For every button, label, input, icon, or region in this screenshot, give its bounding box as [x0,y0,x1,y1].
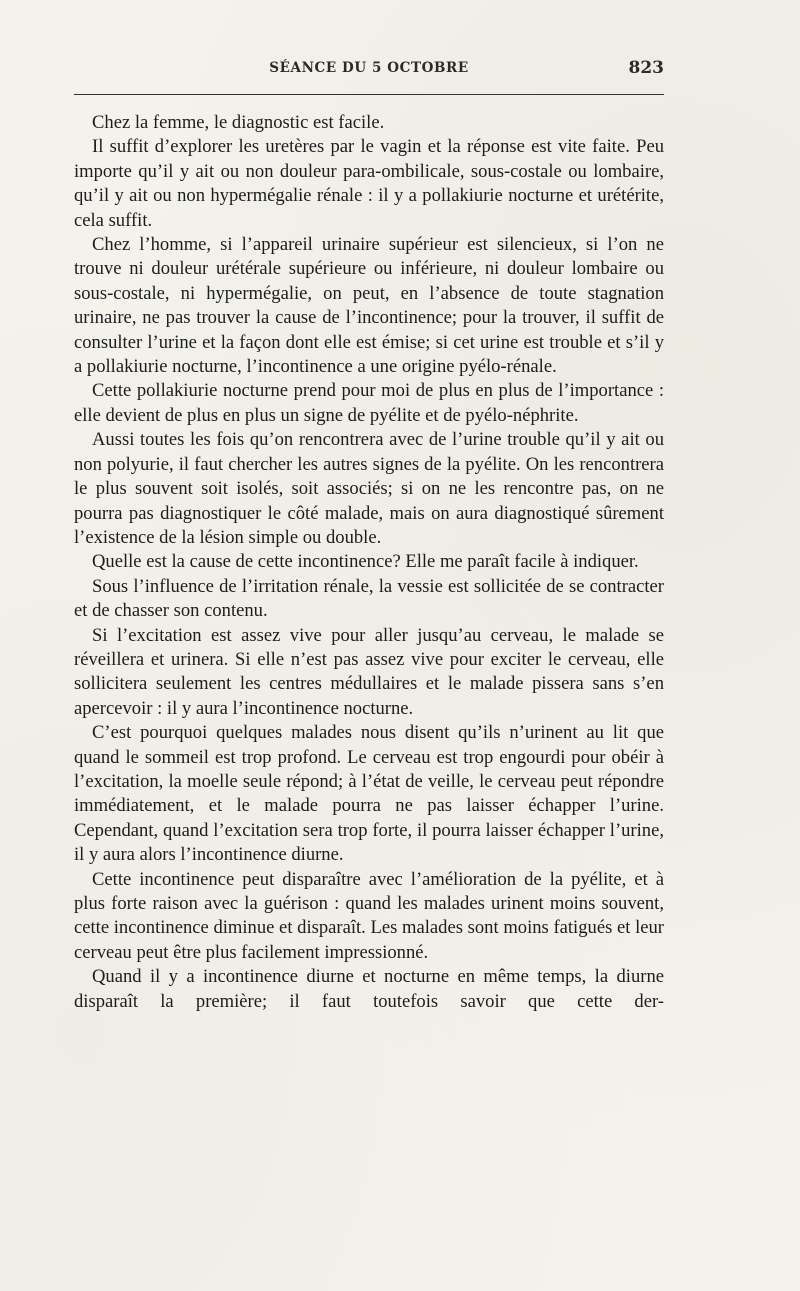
header-rule [74,94,664,95]
paragraph-8: Si l’excitation est assez vive pour aller jusqu’au cerveau, le malade se réveillera et urinera. Si elle n’est pas assez vive pour exciter le cerveau, elle sollicitera seulement les centres médullaires et le malade pissera sans s’en apercevoir : il y aura l’incontinence nocturne. [74,624,664,719]
paragraph-5: Aussi toutes les fois qu’on rencontrera avec de l’urine trouble qu’il y ait ou non polyurie, il faut chercher les autres signes de la pyélite. On les rencontrera le plus souvent soit isolés, soit associés; si on ne les rencontre pas, on ne pourra pas diagnostiquer le côté malade, mais on aura diagnostiqué sûrement l’existence de la lésion simple ou double. [74,429,664,548]
body-text [74,111,664,1014]
paragraph-10: Cette incontinence peut disparaître avec l’amélioration de la pyélite, et à plus forte raison avec la guérison : quand les malades urinent moins souvent, cette incontinence diminue et disparaît. Les malades sont moins fatigués et leur cerveau peut être plus facilement impressionné. [74,868,664,963]
paragraph-9: C’est pourquoi quelques malades nous disent qu’ils n’urinent au lit que quand le sommeil est trop profond. Le cerveau est trop engourdi pour obéir à l’excitation, la moelle seule répond; à l’état de veille, le cerveau peut répondre immédiatement, et le malade pourra ne pas laisser échapper l’urine. Cependant, quand l’excitation sera trop forte, il pourra laisser échapper l’urine, il y aura alors l’incontinence diurne. [74,722,664,866]
paragraph-2: Il suffit d’explorer les uretères par le vagin et la réponse est vite faite. Peu importe qu’il y ait ou non douleur para-ombilicale, sous-costale ou lombaire, qu’il y ait ou non hypermégalie rénale : il y a pollakiurie nocturne et urétérite, cela suffit. [74,136,664,231]
running-title: SÉANCE DU 5 OCTOBRE [269,60,469,76]
paragraph-7: Sous l’influence de l’irritation rénale, la vessie est sollicitée de se contracter et de chasser son contenu. [74,575,664,622]
running-head [74,58,664,84]
paragraph-1: Chez la femme, le diagnostic est facile. [92,112,385,133]
paragraph-11: Quand il y a incontinence diurne et nocturne en même temps, la diurne disparaît la première; il faut toutefois savoir que cette der- [74,966,664,1012]
paragraph-6: Quelle est la cause de cette incontinence? Elle me paraît facile à indiquer. [92,551,639,573]
paragraph-4: Cette pollakiurie nocturne prend pour moi de plus en plus de l’importance : elle devient de plus en plus un signe de pyélite et de pyélo-néphrite. [74,380,664,426]
paragraph-3: Chez l’homme, si l’appareil urinaire supérieur est silencieux, si l’on ne trouve ni douleur urétérale supérieure ou inférieure, ni douleur lombaire ou sous-costale, ni hypermégalie, on peut, en l’absence de toute stagnation urinaire, ne pas trouver la cause de l’incontinence; pour la trouver, il suffit de consulter l’urine et la façon dont elle est émise; si cet urine est trouble et s’il y a pollakiurie nocturne, l’incontinence a une origine pyélo-rénale. [74,234,664,378]
page-number: 823 [628,58,664,78]
